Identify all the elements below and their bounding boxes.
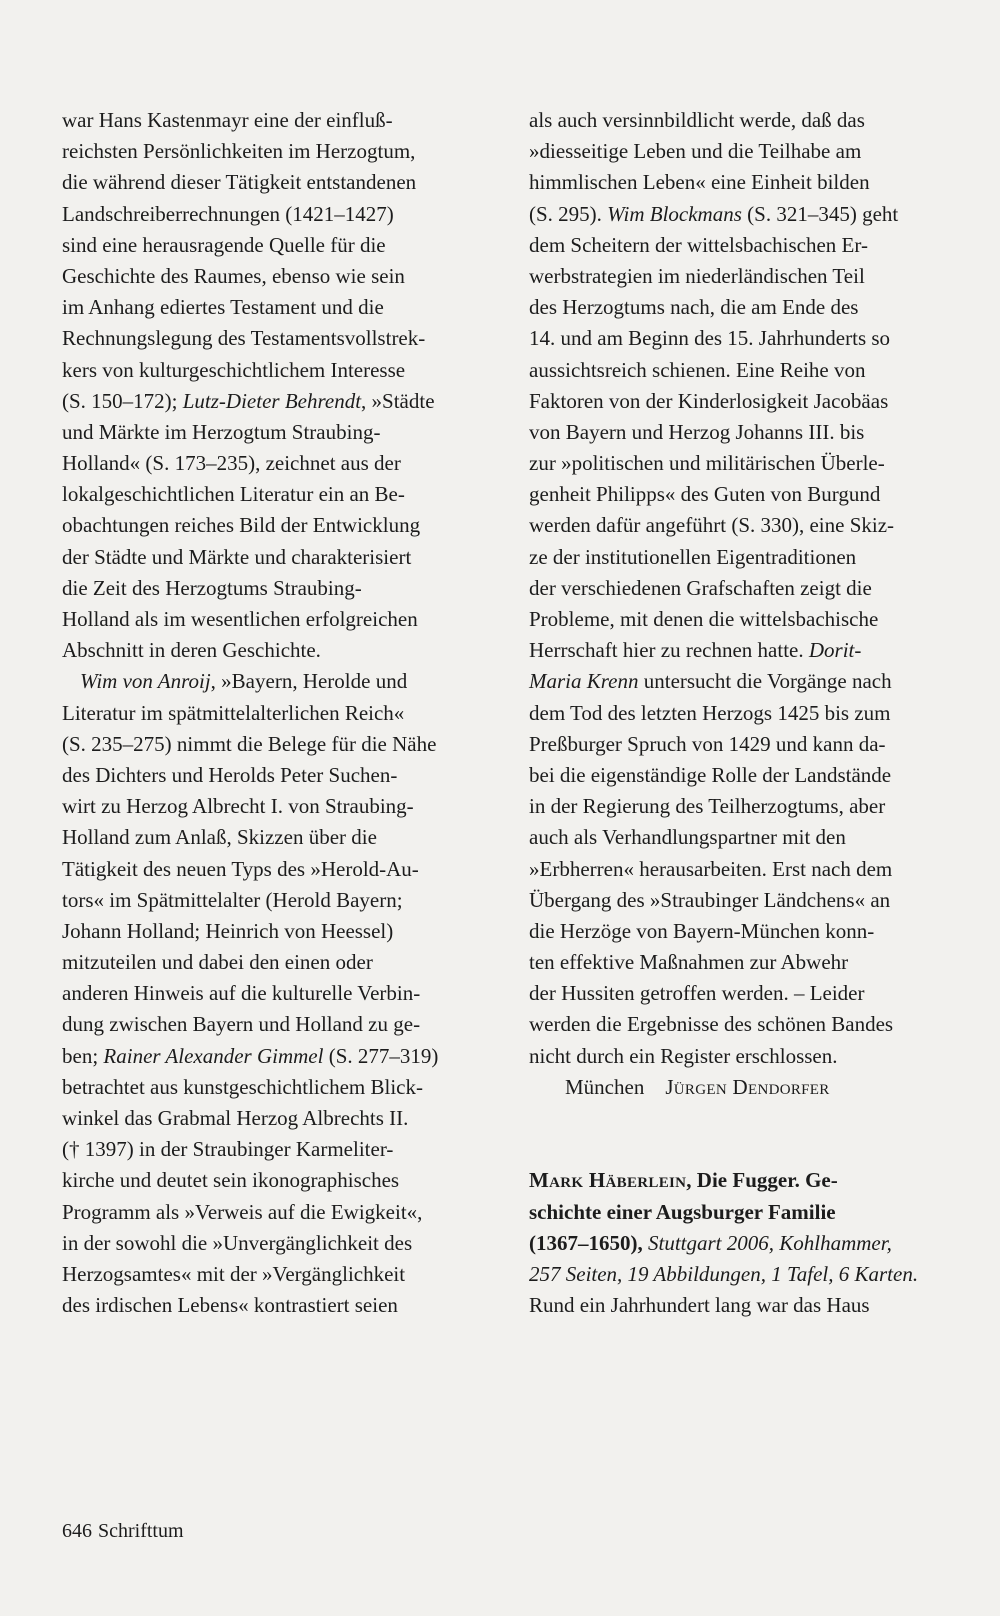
left-line: der Städte und Märkte und charakterisiert [62, 544, 412, 569]
right-line: des Herzogtums nach, die am Ende des [529, 295, 859, 320]
review-pages: 257 Seiten, 19 Abbildungen, 1 Tafel, 6 Karten. [529, 1261, 919, 1286]
review-heading-line-4 [529, 1259, 959, 1290]
left-line: dung zwischen Bayern und Holland zu ge- [62, 1012, 421, 1037]
right-line: bei die eigenständige Rolle der Landstände [529, 762, 892, 787]
section-title: Schrifttum [98, 1520, 184, 1542]
right-line: »Erbherren« herausarbeiten. Erst nach dem [529, 856, 893, 881]
page-number: 646 [62, 1520, 92, 1542]
right-line: dem Scheitern der wittelsbachischen Er- [529, 232, 868, 257]
right-line: zur »politischen und militärischen Überle- [529, 451, 885, 476]
right-column [529, 105, 959, 1321]
left-line: Johann Holland; Heinrich von Heessel) [62, 918, 394, 943]
review-heading-line-3 [529, 1228, 959, 1259]
signature-place: München [565, 1074, 645, 1099]
right-line: ten effektive Maßnahmen zur Abwehr [529, 950, 849, 975]
page-footer [62, 1520, 190, 1543]
right-line: die Herzöge von Bayern-München konn- [529, 918, 875, 943]
cited-author: Rainer Alexander Gimmel [103, 1043, 324, 1068]
left-line: lokalgeschichtlichen Literatur ein an Be- [62, 482, 405, 507]
right-line: Faktoren von der Kinderlosigkeit Jacobäas [529, 388, 889, 413]
cited-author: Maria Krenn [529, 669, 639, 694]
text-run: , »Bayern, Herolde und [210, 669, 408, 694]
left-line: winkel das Grabmal Herzog Albrechts II. [62, 1106, 409, 1130]
right-line: Übergang des »Straubinger Ländchens« an [529, 887, 891, 912]
right-line: ze der institutionellen Eigentraditionen [529, 544, 857, 569]
left-line: Literatur im spätmittelalterlichen Reich« [62, 700, 405, 725]
signature-author: Jürgen Dendorfer [665, 1074, 830, 1099]
right-line [529, 666, 959, 697]
review-publisher: Stuttgart 2006, Kohlhammer, [648, 1230, 892, 1255]
left-line: Abschnitt in deren Geschichte. [62, 638, 321, 663]
right-line: Preßburger Spruch von 1429 und kann da- [529, 731, 886, 756]
left-line: des irdischen Lebens« kontrastiert seien [62, 1293, 398, 1318]
text-run: (S. 295). [529, 201, 608, 226]
left-line: anderen Hinweis auf die kulturelle Verbin- [62, 981, 421, 1006]
left-line: in der sowohl die »Unvergänglichkeit des [62, 1230, 413, 1255]
left-line: mitzuteilen und dabei den einen oder [62, 950, 373, 975]
right-line: himmlischen Leben« eine Einheit bilden [529, 170, 870, 195]
right-line: »diesseitige Leben und die Teilhabe am [529, 139, 862, 164]
text-run: Herrschaft hier zu rechnen hatte. [529, 638, 809, 663]
text-run: (S. 150–172); [62, 388, 183, 413]
left-line: (S. 235–275) nimmt die Belege für die Nähe [62, 731, 437, 756]
left-line: die Zeit des Herzogtums Straubing- [62, 575, 362, 600]
left-line [62, 386, 492, 417]
left-line: Holland zum Anlaß, Skizzen über die [62, 825, 377, 850]
cited-author: Dorit- [808, 638, 862, 663]
left-line: Programm als »Verweis auf die Ewigkeit«, [62, 1199, 423, 1224]
right-line: dem Tod des letzten Herzogs 1425 bis zum [529, 700, 891, 725]
right-line: genheit Philipps« des Guten von Burgund [529, 482, 881, 507]
review-heading-line-1 [529, 1165, 959, 1196]
right-line: werden die Ergebnisse des schönen Bandes [529, 1012, 894, 1037]
right-line: nicht durch ein Register erschlossen. [529, 1043, 838, 1068]
review-author: Mark Häberlein [529, 1168, 687, 1193]
left-line: kers von kulturgeschichtlichem Interesse [62, 357, 406, 382]
text-run: (S. 321–345) geht [741, 201, 899, 226]
review-signature [529, 1072, 959, 1103]
review-title-part-3: (1367–1650), [529, 1230, 648, 1255]
left-line: reichsten Persönlichkeiten im Herzogtum, [62, 139, 416, 164]
left-line: Landschreiberrechnungen (1421–1427) [62, 201, 394, 226]
left-line: Tätigkeit des neuen Typs des »Herold-Au- [62, 856, 419, 881]
right-line: von Bayern und Herzog Johanns III. bis [529, 419, 865, 444]
section-spacer [529, 1103, 959, 1165]
right-line: als auch versinnbildlicht werde, daß das [529, 108, 865, 132]
cited-author: Lutz-Dieter Behrendt [182, 388, 362, 413]
left-line: Herzogsamtes« mit der »Vergänglichkeit [62, 1261, 406, 1286]
left-line: Geschichte des Raumes, ebenso wie sein [62, 263, 405, 288]
right-line: der verschiedenen Grafschaften zeigt die [529, 575, 872, 600]
cited-author: Wim Blockmans [607, 201, 742, 226]
review-body-text: Rund ein Jahrhundert lang war das Haus [529, 1293, 870, 1318]
right-line: 14. und am Beginn des 15. Jahrhunderts so [529, 326, 891, 351]
right-line: werbstrategien im niederländischen Teil [529, 263, 865, 288]
left-line: Holland« (S. 173–235), zeichnet aus der [62, 451, 401, 476]
right-line: Probleme, mit denen die wittelsbachische [529, 607, 879, 631]
left-line: und Märkte im Herzogtum Straubing- [62, 419, 381, 444]
right-line [529, 199, 959, 230]
left-line: sind eine herausragende Quelle für die [62, 232, 386, 257]
cited-author: Wim von Anroij [80, 669, 211, 694]
right-line [529, 635, 959, 666]
left-line [62, 1041, 492, 1072]
right-line: aussichtsreich schienen. Eine Reihe von [529, 357, 866, 382]
left-line: im Anhang ediertes Testament und die [62, 295, 384, 320]
text-run: ben; [62, 1043, 104, 1068]
right-line: der Hussiten getroffen werden. – Leider [529, 981, 865, 1006]
left-line: wirt zu Herzog Albrecht I. von Straubing- [62, 794, 414, 819]
left-line: des Dichters und Herolds Peter Suchen- [62, 762, 398, 787]
review-heading-line-2 [529, 1197, 959, 1228]
left-column [62, 105, 492, 1321]
left-line: die während dieser Tätigkeit entstandenen [62, 170, 417, 195]
left-line: († 1397) in der Straubinger Karmeliter- [62, 1137, 394, 1162]
right-line: werden dafür angeführt (S. 330), eine Skiz- [529, 513, 895, 538]
review-title-part-1: , Die Fugger. Ge- [686, 1168, 838, 1193]
right-line: auch als Verhandlungspartner mit den [529, 825, 846, 850]
left-line: Holland als im wesentlichen erfolgreichen [62, 607, 418, 631]
text-run: (S. 277–319) [323, 1043, 439, 1068]
text-run: untersucht die Vorgänge nach [638, 669, 892, 694]
left-line: war Hans Kastenmayr eine der einfluß- [62, 108, 393, 132]
review-body-line-1 [529, 1290, 959, 1321]
left-line: kirche und deutet sein ikonographisches [62, 1168, 400, 1193]
text-run: , »Städte [361, 388, 435, 413]
left-line: betrachtet aus kunstgeschichtlichem Blick- [62, 1074, 423, 1099]
left-line: obachtungen reiches Bild der Entwicklung [62, 513, 421, 538]
left-line: Rechnungslegung des Testamentsvollstrek- [62, 326, 426, 351]
left-line [62, 666, 492, 697]
right-line: in der Regierung des Teilherzogtums, aber [529, 794, 886, 819]
left-line: tors« im Spätmittelalter (Herold Bayern; [62, 887, 403, 912]
review-title-part-2: schichte einer Augsburger Familie [529, 1199, 836, 1224]
